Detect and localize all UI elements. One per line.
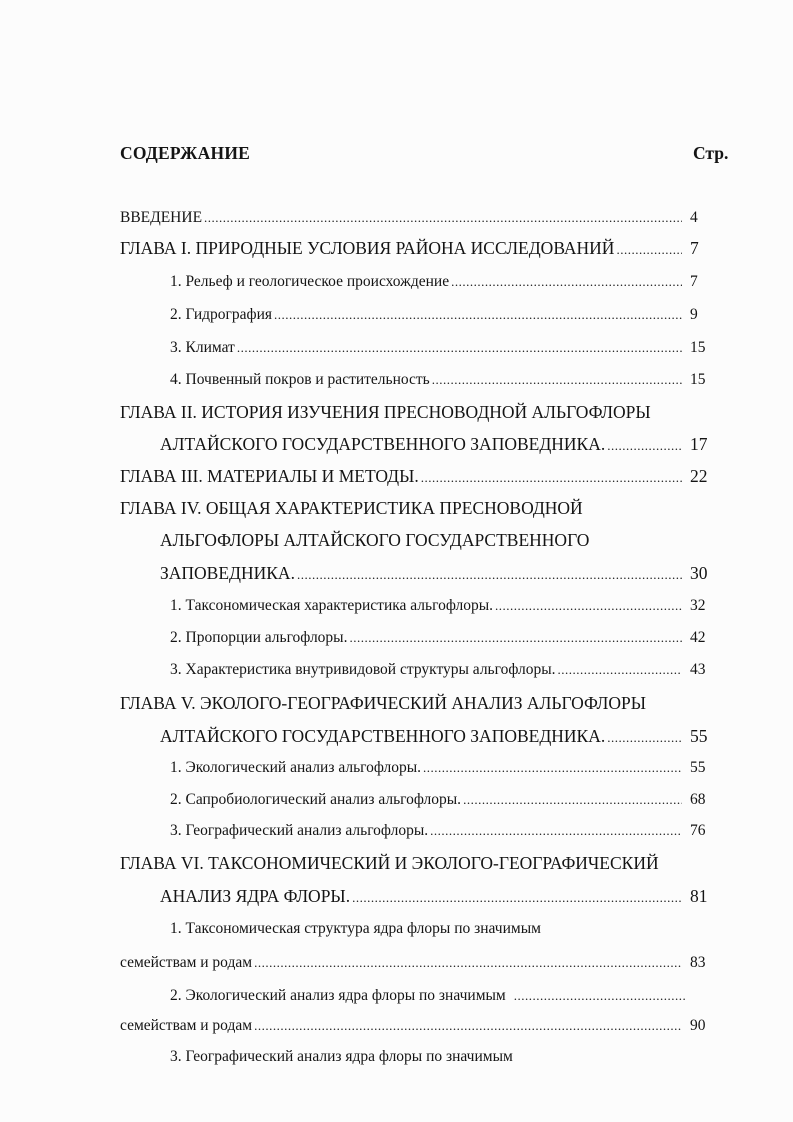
- toc-entry-4-1[interactable]: [170, 597, 710, 615]
- toc-entry-chapter-4-line-1[interactable]: ГЛАВА IV. ОБЩАЯ ХАРАКТЕРИСТИКА ПРЕСНОВОДНОЙ: [120, 498, 583, 518]
- toc-entry-chapter-4[interactable]: [160, 563, 710, 584]
- toc-entry-4-2[interactable]: [170, 629, 710, 647]
- toc-dot-leader: [616, 242, 682, 258]
- toc-dot-leader: [451, 274, 682, 290]
- toc-dot-leader: [204, 210, 682, 226]
- toc-entry-chapter-6[interactable]: [160, 886, 710, 907]
- toc-entry-6-2-line-1[interactable]: [170, 987, 685, 1005]
- toc-entry-title: ВВЕДЕНИЕ: [120, 209, 203, 226]
- toc-entry-chapter-3[interactable]: [120, 466, 710, 487]
- toc-dot-leader: [297, 567, 682, 583]
- toc-entry-chapter-6-line-1[interactable]: ГЛАВА VI. ТАКСОНОМИЧЕСКИЙ И ЭКОЛОГО-ГЕОГРАФИЧЕСКИЙ: [120, 853, 659, 873]
- toc-entry-chapter-4-line-2[interactable]: АЛЬГОФЛОРЫ АЛТАЙСКОГО ГОСУДАРСТВЕННОГО: [160, 530, 590, 550]
- toc-entry-page: 90: [690, 1017, 706, 1034]
- toc-entry-page: 30: [690, 563, 708, 583]
- toc-entry-1-4[interactable]: [170, 371, 710, 389]
- toc-dot-leader: [274, 307, 682, 323]
- toc-entry-5-3[interactable]: [170, 822, 710, 840]
- toc-entry-1-1[interactable]: [170, 273, 710, 291]
- toc-dot-leader: [349, 630, 682, 646]
- toc-dot-leader: [423, 760, 682, 776]
- toc-entry-title: 3. Географический анализ альгофлоры.: [170, 822, 429, 839]
- toc-entry-1-3[interactable]: [170, 339, 710, 357]
- toc-entry-title: АНАЛИЗ ЯДРА ФЛОРЫ.: [160, 886, 351, 906]
- toc-entry-chapter-2[interactable]: [160, 434, 710, 455]
- toc-dot-leader: [607, 730, 682, 746]
- toc-entry-intro[interactable]: [120, 209, 710, 227]
- toc-entry-page: 7: [690, 238, 699, 258]
- toc-entry-title: 3. Характеристика внутривидовой структуры альгофлоры.: [170, 661, 556, 678]
- toc-entry-chapter-5-line-1[interactable]: ГЛАВА V. ЭКОЛОГО-ГЕОГРАФИЧЕСКИЙ АНАЛИЗ АЛЬГОФЛОРЫ: [120, 693, 647, 713]
- toc-entry-title: семействам и родам: [120, 954, 253, 971]
- toc-dot-leader: [558, 662, 682, 678]
- toc-entry-6-2[interactable]: [120, 1017, 710, 1035]
- toc-entry-page: 32: [690, 597, 706, 614]
- toc-entry-page: 22: [690, 466, 708, 486]
- toc-entry-title: семействам и родам: [120, 1017, 253, 1034]
- toc-dot-leader: [254, 955, 682, 971]
- toc-entry-title: 2. Экологический анализ ядра флоры по значимым: [170, 987, 506, 1004]
- toc-entry-page: 43: [690, 661, 706, 678]
- toc-dot-leader: [237, 340, 682, 356]
- toc-dot-leader: [352, 890, 682, 906]
- toc-entry-title: 1. Таксономическая характеристика альгофлоры.: [170, 597, 494, 614]
- toc-entry-title: 1. Рельеф и геологическое происхождение: [170, 273, 450, 290]
- toc-entry-title: АЛТАЙСКОГО ГОСУДАРСТВЕННОГО ЗАПОВЕДНИКА.: [160, 434, 606, 454]
- toc-dot-leader: [607, 438, 682, 454]
- toc-entry-page: 15: [690, 371, 706, 388]
- toc-entry-title: 2. Пропорции альгофлоры.: [170, 629, 348, 646]
- toc-entry-page: 9: [690, 306, 698, 323]
- toc-dot-leader: [432, 372, 682, 388]
- toc-entry-title: АЛТАЙСКОГО ГОСУДАРСТВЕННОГО ЗАПОВЕДНИКА.: [160, 726, 606, 746]
- toc-entry-chapter-5[interactable]: [160, 726, 710, 747]
- toc-entry-5-2[interactable]: [170, 791, 710, 809]
- toc-entry-page: 81: [690, 886, 708, 906]
- toc-entry-title: ГЛАВА III. МАТЕРИАЛЫ И МЕТОДЫ.: [120, 466, 419, 486]
- toc-entry-title: ГЛАВА I. ПРИРОДНЫЕ УСЛОВИЯ РАЙОНА ИССЛЕДОВАНИЙ: [120, 238, 615, 258]
- toc-entry-page: 55: [690, 759, 706, 776]
- toc-entry-page: 4: [690, 209, 698, 226]
- page-title: СОДЕРЖАНИЕ: [120, 143, 251, 163]
- toc-dot-leader: [495, 598, 682, 614]
- toc-entry-page: 7: [690, 273, 698, 290]
- toc-entry-chapter-1[interactable]: [120, 238, 710, 259]
- toc-dot-leader: [463, 792, 682, 808]
- toc-dot-leader: [421, 470, 682, 486]
- toc-entry-5-1[interactable]: [170, 759, 710, 777]
- toc-entry-chapter-2-line-1[interactable]: ГЛАВА II. ИСТОРИЯ ИЗУЧЕНИЯ ПРЕСНОВОДНОЙ АЛЬГОФЛОРЫ: [120, 402, 651, 422]
- page-column-header: Стр.: [693, 143, 729, 163]
- toc-entry-page: 15: [690, 339, 706, 356]
- toc-entry-page: 83: [690, 954, 706, 971]
- toc-entry-title: 3. Климат: [170, 339, 235, 356]
- toc-entry-page: 17: [690, 434, 708, 454]
- toc-entry-title: 1. Экологический анализ альгофлоры.: [170, 759, 422, 776]
- toc-entry-6-1-line-1[interactable]: 1. Таксономическая структура ядра флоры по значимым: [170, 920, 541, 937]
- toc-dot-leader: [514, 988, 685, 1004]
- toc-entry-6-3-line-1[interactable]: 3. Географический анализ ядра флоры по значимым: [170, 1048, 513, 1065]
- toc-entry-6-1[interactable]: [120, 954, 710, 972]
- toc-entry-page: 55: [690, 726, 708, 746]
- toc-entry-title: ЗАПОВЕДНИКА.: [160, 563, 295, 583]
- toc-entry-page: 76: [690, 822, 706, 839]
- toc-entry-4-3[interactable]: [170, 661, 710, 679]
- toc-dot-leader: [254, 1018, 682, 1034]
- toc-entry-title: 2. Сапробиологический анализ альгофлоры.: [170, 791, 462, 808]
- toc-entry-title: 2. Гидрография: [170, 306, 273, 323]
- toc-entry-title: 4. Почвенный покров и растительность: [170, 371, 430, 388]
- toc-dot-leader: [430, 823, 682, 839]
- toc-entry-1-2[interactable]: [170, 306, 710, 324]
- toc-entry-page: 68: [690, 791, 706, 808]
- toc-entry-page: 42: [690, 629, 706, 646]
